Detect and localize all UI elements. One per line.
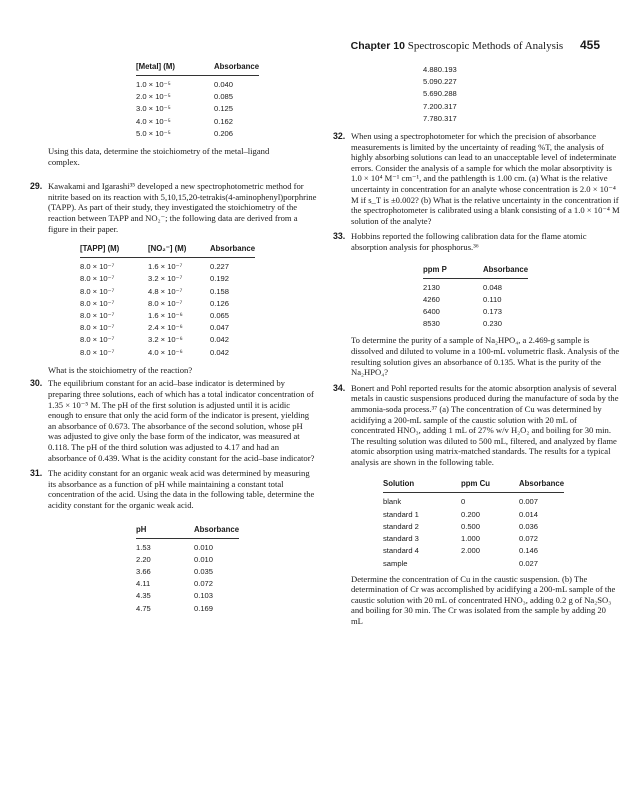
problem-29-number: 29.: [30, 181, 43, 192]
ph-table-header-ph: pH: [136, 525, 194, 539]
tapp-table-row-cell: 4.8 × 10⁻⁷: [148, 286, 183, 296]
phosphorus-table-row-cell: 4260: [423, 294, 440, 304]
tapp-table-row: [80, 298, 255, 310]
tapp-table-row-cell: 8.0 × 10⁻⁷: [80, 262, 115, 272]
ph-table-row: [136, 538, 239, 554]
copper-table-header-solution: Solution: [383, 479, 461, 493]
metal-table-row-cell: 0.040: [214, 80, 234, 89]
ph-table-row: [136, 603, 239, 615]
ph-table-row-cell: 0.035: [194, 566, 214, 576]
metal-table-row-cell: 3.0 × 10⁻⁵: [136, 104, 171, 114]
phosphorus-table-row: [423, 294, 528, 306]
phosphorus-table-row-cell: 0.048: [483, 282, 503, 292]
metal-table-row-cell: 0.085: [214, 92, 234, 102]
running-header: [351, 38, 600, 52]
metal-table-row-cell: 1.0 × 10⁻⁵: [136, 80, 171, 89]
tapp-table-row-cell: 0.158: [210, 286, 230, 296]
ph-table-row-cell: 0.010: [194, 554, 214, 564]
copper-table-row-cell: 0.200: [461, 509, 481, 519]
copper-table-row-cell: 0.500: [461, 521, 481, 531]
ph-table-row-cell: 4.75: [136, 603, 151, 613]
copper-table-row-cell: sample: [383, 558, 408, 568]
metal-table-header-metal: [Metal] (M): [136, 62, 214, 76]
problem-33-text: Hobbins reported the following calibration data for the flame atomic absorption analysis for phosphorus.³⁶: [351, 231, 587, 252]
copper-table-row: [383, 545, 564, 557]
ph-table-row-cell: 0.169: [194, 603, 214, 613]
problem-29: [30, 181, 317, 234]
phosphorus-table-row-cell: 2130: [423, 282, 440, 292]
ph-table-body: [136, 538, 239, 615]
metal-table-row: [136, 128, 259, 140]
problem-34-text: Bonert and Pohl reported results for the atomic absorption analysis of several metals in caustic suspensions produced during the manufacture of soda by the ammonia-soda process.³⁷ (a) The concentration of Cu was determined by acidifying a 200-mL sample of the caustic solution with 20 mL of concentrated HNO₃, adding 1 mL of 27% w/v H₂O₂ and boiling for 30 min. The resulting solution was diluted to 500 mL, filtered, and analyzed by flame atomic absorption using matrix-matched standards. The results for a typical analysis are shown in the following table.: [351, 382, 619, 467]
copper-table-header-ppm: ppm Cu: [461, 479, 519, 493]
tapp-table-row-cell: 1.6 × 10⁻⁶: [148, 310, 183, 320]
tapp-table-row: [80, 347, 255, 359]
copper-table-row: [383, 493, 564, 509]
problem-34: [333, 383, 620, 468]
chapter-title: Spectroscopic Methods of Analysis: [407, 40, 564, 52]
metal-table-row-cell: 5.0 × 10⁻⁵: [136, 128, 171, 138]
tapp-table-row-cell: 8.0 × 10⁻⁷: [80, 335, 115, 345]
tapp-table-row-cell: 8.0 × 10⁻⁷: [80, 347, 115, 357]
ph-table-continued-body: [423, 64, 457, 125]
metal-table-row: [136, 76, 259, 92]
tapp-table-row-cell: 1.6 × 10⁻⁷: [148, 262, 183, 272]
ph-table-row: [136, 554, 239, 566]
copper-table-header-absorbance: Absorbance: [519, 479, 564, 493]
ph-table-row-cell: 1.53: [136, 542, 151, 552]
ph-table-continued-row: [423, 76, 457, 88]
ph-table-row-cell: 0.103: [194, 591, 214, 601]
tapp-table-row-cell: 8.0 × 10⁻⁷: [80, 323, 115, 333]
phosphorus-table-row: [423, 278, 528, 294]
metal-table-body: [136, 76, 259, 141]
tapp-table-row: [80, 258, 255, 274]
tapp-table-body: [80, 258, 255, 359]
tapp-table-row-cell: 8.0 × 10⁻⁷: [80, 274, 115, 284]
problem-29-question: What is the stoichiometry of the reaction?: [48, 364, 193, 375]
ph-table-continued-row-cell: 0.317: [437, 113, 457, 123]
phosphorus-table-row-cell: 8530: [423, 319, 440, 329]
ph-table-continued-row-cell: 0.227: [437, 77, 457, 87]
left-column: [30, 62, 317, 615]
copper-table-row-cell: 0.146: [519, 546, 539, 556]
ph-table-continued-row-cell: 5.09: [423, 77, 438, 87]
tapp-table-row-cell: 8.0 × 10⁻⁷: [80, 298, 115, 308]
problem-30: [30, 378, 317, 463]
tapp-table-row: [80, 310, 255, 322]
problem-31: [30, 468, 317, 510]
metal-table-row-cell: 2.0 × 10⁻⁵: [136, 92, 171, 102]
problem-30-text: The equilibrium constant for an acid–base indicator is determined by preparing three solutions, each of which has a total indicator concentration of 1.35 × 10⁻⁵ M. The pH of the first solution is adjusted until it is acidic enough to ensure that only the acid form of the indicator is present, yielding an absorbance of 0.673. The absorbance of the second solution, whose pH was adjusted to give only the base form of the indicator, was measured at 0.118. The pH of the third solution was adjusted to 4.17 and had an absorbance of 0.439. What is the acidity constant for the acid–base indicator?: [48, 378, 315, 463]
tapp-table-row-cell: 0.047: [210, 323, 230, 333]
problem-34-after: Determine the concentration of Cu in the caustic suspension. (b) The determination of Cr was accomplished by acidifying a 200-mL sample of the caustic solution with 20 mL of concentrated HNO₃, adding 0.2 g of Na₂SO₃ and boiling for 30 min. The Cr was isolated from the sample by adding 20 mL: [351, 573, 616, 627]
tapp-table-row-cell: 2.4 × 10⁻⁶: [148, 323, 183, 333]
copper-table-row-cell: [461, 558, 519, 570]
metal-table-row-cell: 4.0 × 10⁻⁵: [136, 116, 171, 126]
tapp-table-row: [80, 322, 255, 334]
metal-table-row-cell: 0.206: [214, 128, 234, 138]
problem-33-after: To determine the purity of a sample of Na₂HPO₄, a 2.469-g sample is dissolved and diluted to volume in a 100-mL volumetric flask. Analysis of the resulting solution gives an absorbance of 0.135. What is the purity of the Na₂HPO₄?: [351, 335, 620, 378]
phosphorus-table-header-ppm: ppm P: [423, 265, 483, 279]
problem-32-number: 32.: [333, 131, 346, 142]
problem-33-number: 33.: [333, 231, 346, 242]
tapp-table-row-cell: 0.042: [210, 347, 230, 357]
copper-table-row-cell: 1.000: [461, 534, 481, 544]
metal-table-row-cell: 0.125: [214, 104, 234, 114]
problem-34-number: 34.: [333, 382, 346, 393]
tapp-table-row-cell: 0.065: [210, 310, 230, 320]
tapp-table-row: [80, 334, 255, 346]
copper-table-row: [383, 521, 564, 533]
ph-table-row: [136, 566, 239, 578]
phosphorus-table-row: [423, 306, 528, 318]
ph-table-header-absorbance: Absorbance: [194, 525, 239, 539]
problem-29-text: Kawakami and Igarashi³⁵ developed a new spectrophotometric method for nitrite based on its reaction with 5,10,15,20-tetrakis(4-aminophenyl)porphrine (TAPP). As part of their study, they investigated the stoichiometry of the reaction between TAPP and NO₂⁻; the following data are derived from a figure in their paper.: [48, 181, 317, 234]
copper-table-row: [383, 509, 564, 521]
copper-table-row-cell: standard 3: [383, 534, 419, 544]
ph-table: [136, 525, 239, 615]
ph-table-row-cell: 2.20: [136, 554, 151, 564]
ph-table-continued-row-cell: 0.288: [437, 89, 457, 99]
phosphorus-table-row: [423, 318, 528, 330]
ph-table-continued-row-cell: 5.69: [423, 89, 438, 99]
problem-31-text: The acidity constant for an organic weak acid was determined by measuring its absorbance as a function of pH while maintaining a constant total concentration of the acid. Using the data in the following table, determine the acidity constant for the organic weak acid.: [48, 468, 315, 510]
problem-31-number: 31.: [30, 468, 43, 479]
problem-30-number: 30.: [30, 378, 43, 389]
metal-table-row: [136, 103, 259, 115]
copper-table-row-cell: 0: [461, 497, 466, 507]
ph-table-continued: [423, 64, 457, 125]
ph-table-continued-row: [423, 88, 457, 100]
tapp-table-row-cell: 0.042: [210, 335, 230, 345]
problem-33: [333, 231, 620, 252]
tapp-table-header-no2: [NO₂⁻] (M): [148, 244, 210, 258]
ph-table-row-cell: 4.11: [136, 579, 151, 589]
tapp-table-row-cell: 0.126: [210, 298, 230, 308]
phosphorus-table-row-cell: 0.230: [483, 319, 503, 329]
copper-table-row-cell: blank: [383, 497, 402, 507]
ph-table-row-cell: 0.010: [194, 542, 214, 552]
phosphorus-table-row-cell: 0.173: [483, 306, 503, 316]
tapp-table-row-cell: 8.0 × 10⁻⁷: [80, 310, 115, 320]
tapp-table-row-cell: 3.2 × 10⁻⁶: [148, 335, 183, 345]
copper-table: [383, 479, 564, 569]
copper-table-row-cell: 0.036: [519, 521, 539, 531]
metal-table-row: [136, 91, 259, 103]
copper-table-row-cell: 0.027: [519, 558, 539, 568]
ph-table-continued-row: [423, 101, 457, 113]
problem-32-text: When using a spectrophotometer for which the precision of absorbance measurements is limited by the uncertainty of reading %T, the analysis of highly absorbing solutions can lead to an unacceptable level of indeterminate errors. Consider the analysis of a sample for which the molar absorptivity is 1.0 × 10⁴ M⁻¹ cm⁻¹, and the pathlength is 1.00 cm. (a) What is the relative uncertainty in concentration for an analyte whose concentration is 2.0 × 10⁻⁴ M if s_T is ±0.002? (b) What is the relative uncertainty in the concentration if the spectrophotometer is calibrated using a blank consisting of a 1.0 × 10⁻⁴ M solution of the analyte?: [351, 131, 620, 226]
tapp-table-row-cell: 0.192: [210, 274, 230, 284]
ph-table-continued-row: [423, 64, 457, 76]
page-number: 455: [579, 38, 600, 52]
copper-table-row-cell: 2.000: [461, 546, 481, 556]
tapp-table-row-cell: 8.0 × 10⁻⁷: [148, 298, 183, 308]
phosphorus-table-header-absorbance: Absorbance: [483, 265, 528, 279]
ph-table-continued-row-cell: 7.20: [423, 101, 438, 111]
tapp-table-row-cell: 8.0 × 10⁻⁷: [80, 286, 115, 296]
phosphorus-table-row-cell: 0.110: [483, 294, 502, 304]
phosphorus-table-row-cell: 6400: [423, 306, 440, 316]
ph-table-row-cell: 4.35: [136, 591, 151, 601]
tapp-table-header-tapp: [TAPP] (M): [80, 244, 148, 258]
ph-table-row-cell: 3.66: [136, 566, 151, 576]
phosphorus-table: [423, 265, 528, 331]
metal-table-row-cell: 0.162: [214, 116, 234, 126]
phosphorus-table-body: [423, 278, 528, 330]
ph-table-row-cell: 0.072: [194, 579, 214, 589]
metal-table-row: [136, 116, 259, 128]
tapp-table-row-cell: 4.0 × 10⁻⁶: [148, 347, 183, 357]
ph-table-continued-row-cell: 4.88: [423, 65, 438, 74]
chapter-label: Chapter 10: [350, 40, 405, 52]
ph-table-continued-row-cell: 0.193: [437, 65, 457, 74]
p28-tail: Using this data, determine the stoichiometry of the metal–ligand complex.: [48, 146, 270, 167]
copper-table-row-cell: 0.072: [519, 534, 539, 544]
tapp-table-row: [80, 286, 255, 298]
copper-table-row-cell: standard 4: [383, 546, 419, 556]
copper-table-row: [383, 533, 564, 545]
tapp-table-row: [80, 273, 255, 285]
problem-32: [333, 131, 620, 226]
tapp-table-header-absorbance: Absorbance: [210, 244, 255, 258]
copper-table-row-cell: 0.007: [519, 497, 539, 507]
metal-table: [136, 62, 259, 140]
copper-table-row: [383, 558, 564, 570]
ph-table-continued-row-cell: 0.317: [437, 101, 457, 111]
metal-table-header-absorbance: Absorbance: [214, 62, 259, 76]
tapp-table-row-cell: 3.2 × 10⁻⁷: [148, 274, 183, 284]
copper-table-body: [383, 493, 564, 570]
ph-table-continued-row: [423, 113, 457, 125]
copper-table-row-cell: standard 1: [383, 509, 419, 519]
right-column: [333, 64, 620, 627]
ph-table-row: [136, 578, 239, 590]
copper-table-row-cell: standard 2: [383, 521, 419, 531]
tapp-table: [80, 244, 255, 359]
ph-table-continued-row-cell: 7.78: [423, 113, 438, 123]
ph-table-row: [136, 590, 239, 602]
tapp-table-row-cell: 0.227: [210, 262, 230, 272]
copper-table-row-cell: 0.014: [519, 509, 539, 519]
